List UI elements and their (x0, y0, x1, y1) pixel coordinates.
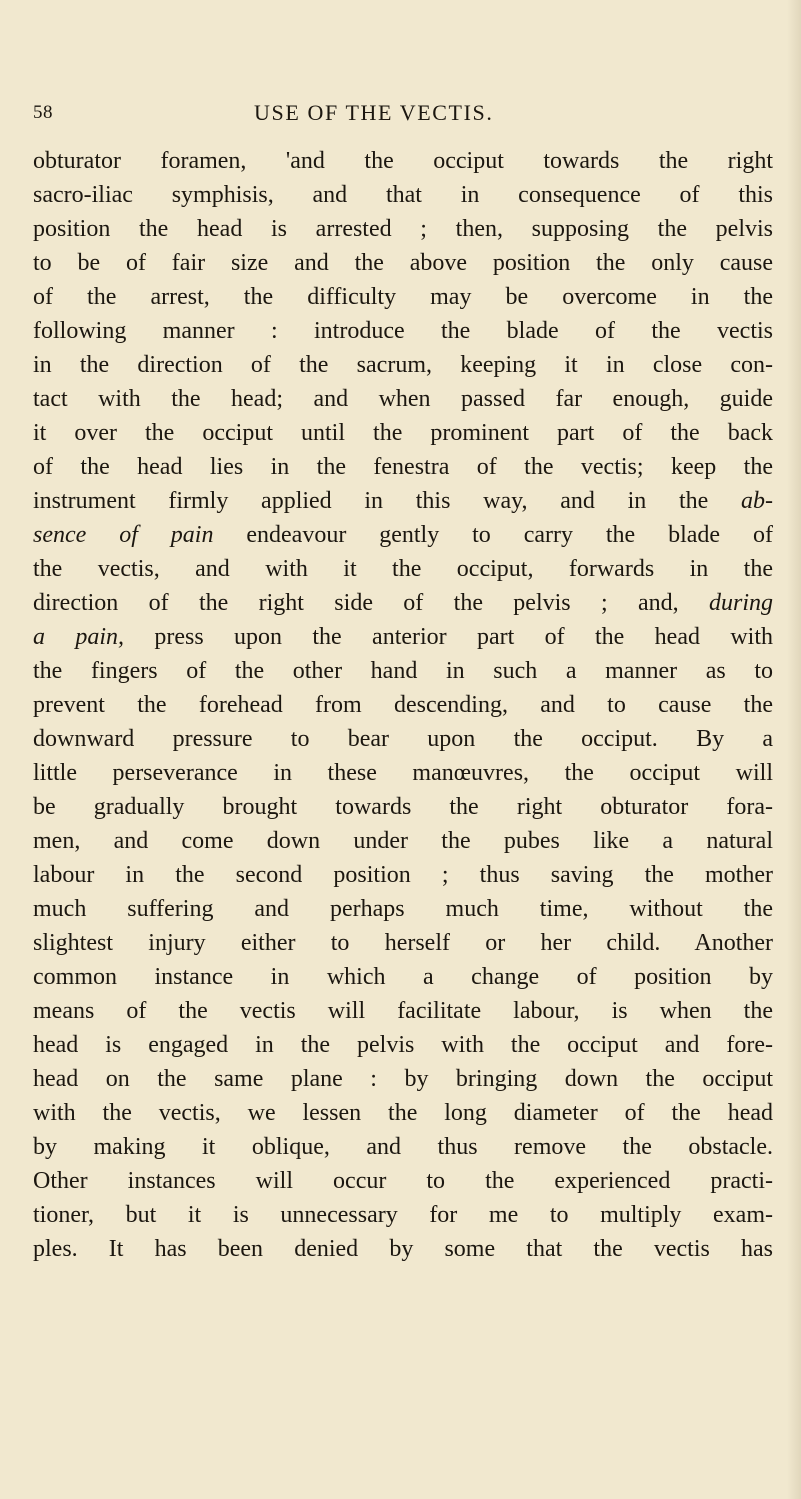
text-line: the fingers of the other hand in such a manner as to (33, 658, 773, 684)
text-line: common instance in which a change of position by (33, 964, 773, 990)
text-line: be gradually brought towards the right obturator fora- (33, 794, 773, 820)
text-line: head on the same plane : by bringing down the occiput (33, 1066, 773, 1092)
text-line: by making it oblique, and thus remove the obstacle. (33, 1134, 773, 1160)
text-line: obturator foramen, 'and the occiput towards the right (33, 148, 773, 174)
text-line: following manner : introduce the blade of the vectis (33, 318, 773, 344)
text-line: the vectis, and with it the occiput, forwards in the (33, 556, 773, 582)
text-line: sacro-iliac symphisis, and that in consequence of this (33, 182, 773, 208)
text-line: slightest injury either to herself or her child. Another (33, 930, 773, 956)
text-line: ples. It has been denied by some that the vectis has (33, 1236, 773, 1262)
text-line: tact with the head; and when passed far enough, guide (33, 386, 773, 412)
text-line: prevent the forehead from descending, and to cause the (33, 692, 773, 718)
italic-phrase: during (708, 590, 773, 616)
text-line: in the direction of the sacrum, keeping it in close con- (33, 352, 773, 378)
text-line: sence of pain endeavour gently to carry the blade of (33, 522, 773, 548)
text-line: with the vectis, we lessen the long diameter of the head (33, 1100, 773, 1126)
text-line: instrument firmly applied in this way, and in the ab- (33, 488, 773, 514)
text-line: of the arrest, the difficulty may be overcome in the (33, 284, 773, 310)
text-line: Other instances will occur to the experienced practi- (33, 1168, 773, 1194)
italic-phrase: a pain, (33, 624, 125, 650)
text-line: it over the occiput until the prominent part of the back (33, 420, 773, 446)
page-number: 58 (33, 102, 53, 123)
text-line: much suffering and perhaps much time, without the (33, 896, 773, 922)
text-line: means of the vectis will facilitate labour, is when the (33, 998, 773, 1024)
text-line: head is engaged in the pelvis with the occiput and fore- (33, 1032, 773, 1058)
body-text (33, 144, 773, 1266)
running-header (33, 100, 773, 134)
text-line: labour in the second position ; thus saving the mother (33, 862, 773, 888)
text-line: position the head is arrested ; then, supposing the pelvis (33, 216, 773, 242)
text-line: a pain, press upon the anterior part of the head with (33, 624, 773, 650)
italic-phrase: sence of pain (33, 522, 214, 548)
text-line: downward pressure to bear upon the occiput. By a (33, 726, 773, 752)
text-line: tioner, but it is unnecessary for me to multiply exam- (33, 1202, 773, 1228)
text-line: of the head lies in the fenestra of the vectis; keep the (33, 454, 773, 480)
running-title: USE OF THE VECTIS. (254, 100, 494, 125)
text-line: to be of fair size and the above position the only cause (33, 250, 773, 276)
text-line: little perseverance in these manœuvres, the occiput will (33, 760, 773, 786)
italic-phrase: ab- (741, 488, 773, 514)
page-edge-shadow (787, 0, 801, 1499)
text-line: direction of the right side of the pelvis ; and, during (33, 590, 773, 616)
text-line: men, and come down under the pubes like a natural (33, 828, 773, 854)
